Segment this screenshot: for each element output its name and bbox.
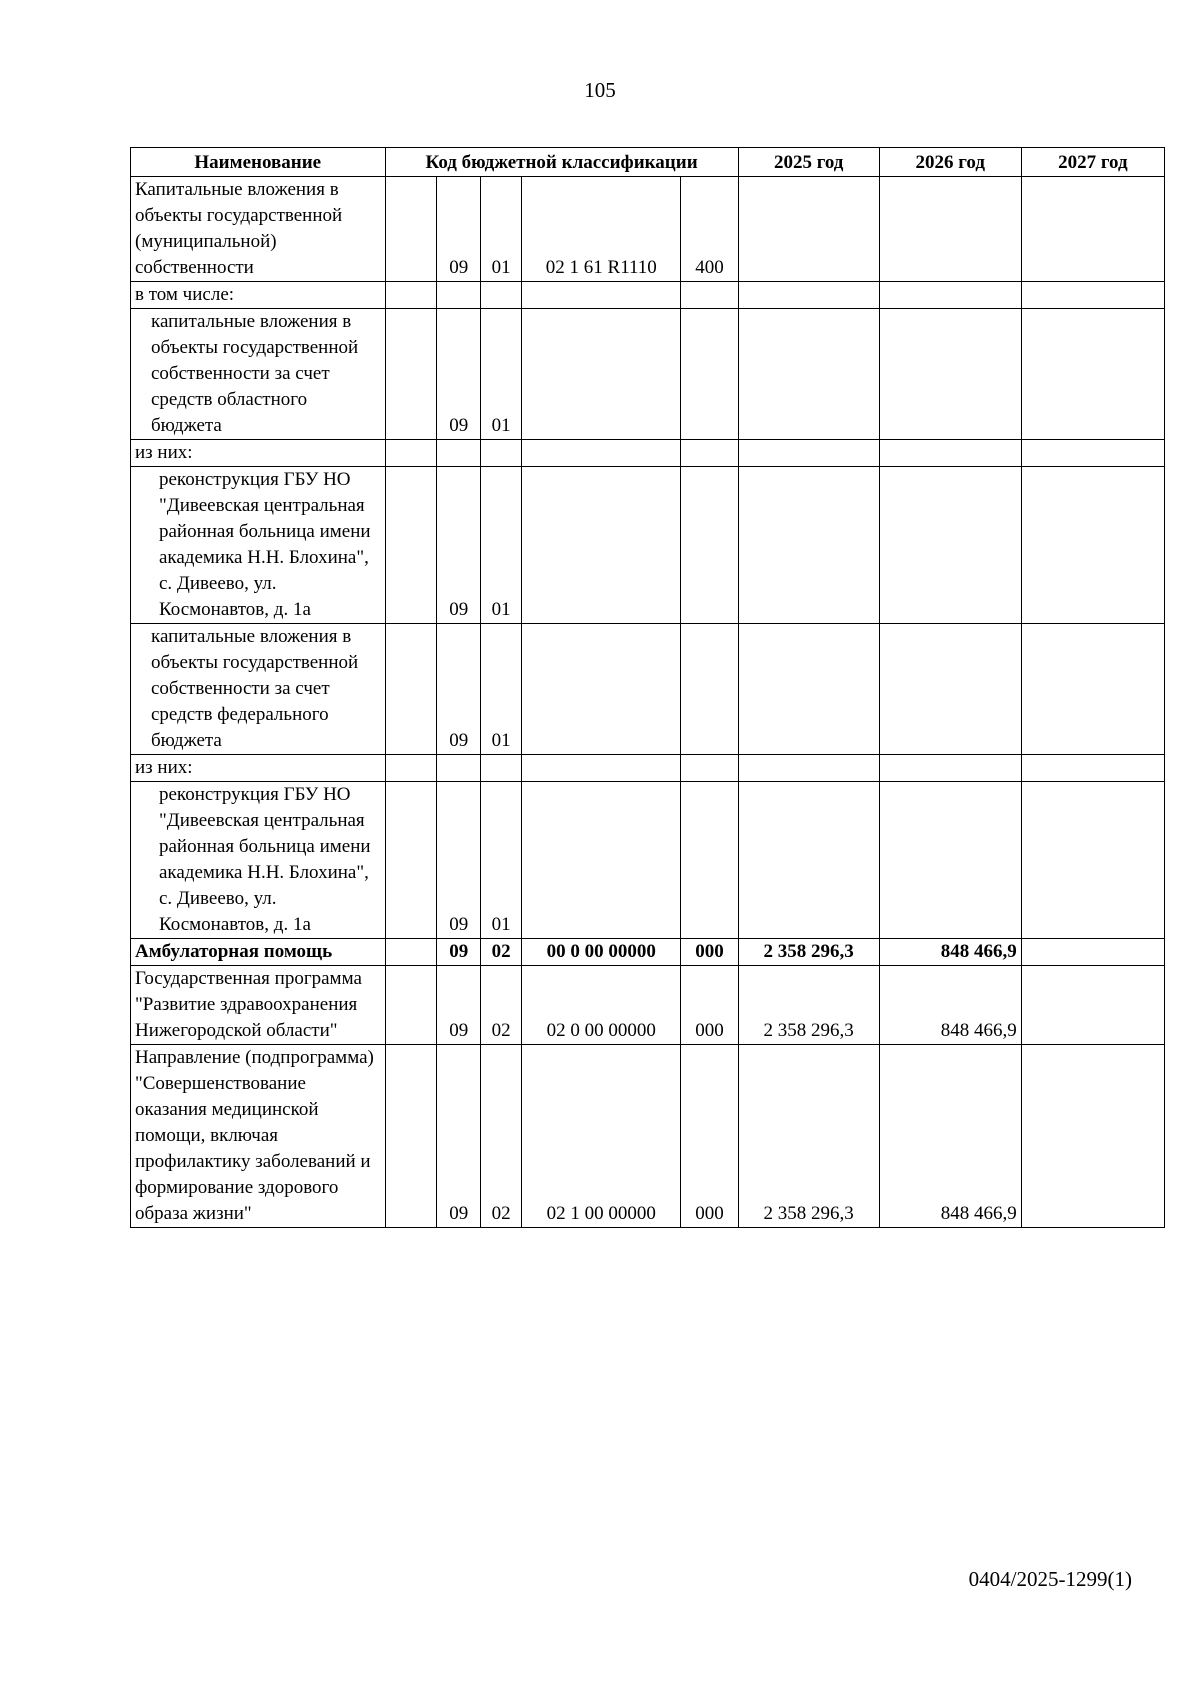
code-cell — [385, 309, 437, 440]
document-id: 0404/2025-1299(1) — [968, 1567, 1132, 1591]
code-section — [437, 755, 480, 782]
value-2025: 2 358 296,3 — [738, 966, 879, 1045]
code-expense-type — [681, 467, 738, 624]
header-code: Код бюджетной классификации — [385, 148, 738, 177]
value-2025 — [738, 309, 879, 440]
code-cell — [385, 440, 437, 467]
value-2027 — [1021, 467, 1164, 624]
value-2026 — [879, 177, 1021, 282]
row-name: из них: — [131, 440, 386, 467]
row-name: капитальные вложения в объекты государственной собственности за счет средств федерального бюджета — [131, 624, 386, 755]
row-name: Капитальные вложения в объекты государственной (муниципальной) собственности — [131, 177, 386, 282]
code-target — [522, 282, 681, 309]
table-row — [131, 177, 1165, 282]
header-2025: 2025 год — [738, 148, 879, 177]
row-name: из них: — [131, 755, 386, 782]
code-section: 09 — [437, 966, 480, 1045]
value-2027 — [1021, 939, 1164, 966]
code-target: 02 1 61 R1110 — [522, 177, 681, 282]
value-2027 — [1021, 755, 1164, 782]
header-2026: 2026 год — [879, 148, 1021, 177]
code-subsection: 02 — [480, 939, 521, 966]
table-row — [131, 309, 1165, 440]
value-2025 — [738, 440, 879, 467]
code-subsection: 02 — [480, 966, 521, 1045]
header-name: Наименование — [131, 148, 386, 177]
code-subsection: 01 — [480, 309, 521, 440]
row-name: в том числе: — [131, 282, 386, 309]
value-2026 — [879, 282, 1021, 309]
value-2027 — [1021, 440, 1164, 467]
value-2026 — [879, 440, 1021, 467]
table-row — [131, 1045, 1165, 1228]
code-cell — [385, 782, 437, 939]
value-2027 — [1021, 177, 1164, 282]
row-name: реконструкция ГБУ НО "Дивеевская центральная районная больница имени академика Н.Н. Блохина", с. Дивеево, ул. Космонавтов, д. 1а — [131, 782, 386, 939]
code-subsection — [480, 440, 521, 467]
code-cell — [385, 467, 437, 624]
table-row — [131, 755, 1165, 782]
code-subsection: 01 — [480, 624, 521, 755]
code-expense-type: 000 — [681, 966, 738, 1045]
code-section: 09 — [437, 1045, 480, 1228]
code-target — [522, 467, 681, 624]
value-2025 — [738, 755, 879, 782]
code-subsection: 01 — [480, 782, 521, 939]
code-cell — [385, 966, 437, 1045]
code-target: 02 0 00 00000 — [522, 966, 681, 1045]
value-2026 — [879, 755, 1021, 782]
code-subsection: 01 — [480, 177, 521, 282]
table-row — [131, 966, 1165, 1045]
code-section: 09 — [437, 782, 480, 939]
table-row — [131, 939, 1165, 966]
code-subsection — [480, 755, 521, 782]
budget-table — [130, 147, 1165, 1228]
header-row — [131, 148, 1165, 177]
code-expense-type — [681, 282, 738, 309]
value-2027 — [1021, 1045, 1164, 1228]
code-target — [522, 309, 681, 440]
code-target — [522, 624, 681, 755]
row-name: Государственная программа "Развитие здравоохранения Нижегородской области" — [131, 966, 386, 1045]
code-subsection — [480, 282, 521, 309]
value-2027 — [1021, 782, 1164, 939]
table-row — [131, 467, 1165, 624]
value-2026: 848 466,9 — [879, 939, 1021, 966]
value-2025 — [738, 782, 879, 939]
code-target — [522, 782, 681, 939]
value-2026 — [879, 624, 1021, 755]
code-subsection: 01 — [480, 467, 521, 624]
value-2026 — [879, 782, 1021, 939]
code-expense-type: 400 — [681, 177, 738, 282]
row-name: реконструкция ГБУ НО "Дивеевская центральная районная больница имени академика Н.Н. Блохина", с. Дивеево, ул. Космонавтов, д. 1а — [131, 467, 386, 624]
code-expense-type: 000 — [681, 1045, 738, 1228]
code-section: 09 — [437, 467, 480, 624]
value-2027 — [1021, 966, 1164, 1045]
code-section: 09 — [437, 624, 480, 755]
value-2026 — [879, 467, 1021, 624]
code-section: 09 — [437, 177, 480, 282]
code-cell — [385, 177, 437, 282]
header-2027: 2027 год — [1021, 148, 1164, 177]
value-2027 — [1021, 282, 1164, 309]
row-name: Направление (подпрограмма) "Совершенствование оказания медицинской помощи, включая профилактику заболеваний и формирование здорового образа жизни" — [131, 1045, 386, 1228]
code-cell — [385, 624, 437, 755]
row-name: капитальные вложения в объекты государственной собственности за счет средств областного бюджета — [131, 309, 386, 440]
code-expense-type — [681, 755, 738, 782]
code-cell — [385, 282, 437, 309]
table-row — [131, 440, 1165, 467]
code-section — [437, 440, 480, 467]
table-row — [131, 624, 1165, 755]
code-cell — [385, 1045, 437, 1228]
code-target — [522, 440, 681, 467]
value-2026 — [879, 309, 1021, 440]
code-target: 02 1 00 00000 — [522, 1045, 681, 1228]
value-2027 — [1021, 309, 1164, 440]
code-section — [437, 282, 480, 309]
code-section: 09 — [437, 309, 480, 440]
code-target — [522, 755, 681, 782]
value-2026: 848 466,9 — [879, 1045, 1021, 1228]
code-section: 09 — [437, 939, 480, 966]
code-expense-type: 000 — [681, 939, 738, 966]
code-subsection: 02 — [480, 1045, 521, 1228]
value-2025 — [738, 282, 879, 309]
row-name: Амбулаторная помощь — [131, 939, 386, 966]
code-cell — [385, 755, 437, 782]
value-2025 — [738, 624, 879, 755]
value-2025 — [738, 467, 879, 624]
page-number: 105 — [584, 78, 616, 102]
table-row — [131, 282, 1165, 309]
value-2025 — [738, 177, 879, 282]
code-expense-type — [681, 440, 738, 467]
code-target: 00 0 00 00000 — [522, 939, 681, 966]
code-expense-type — [681, 309, 738, 440]
code-expense-type — [681, 782, 738, 939]
value-2027 — [1021, 624, 1164, 755]
value-2025: 2 358 296,3 — [738, 1045, 879, 1228]
code-cell — [385, 939, 437, 966]
value-2026: 848 466,9 — [879, 966, 1021, 1045]
code-expense-type — [681, 624, 738, 755]
table-row — [131, 782, 1165, 939]
value-2025: 2 358 296,3 — [738, 939, 879, 966]
